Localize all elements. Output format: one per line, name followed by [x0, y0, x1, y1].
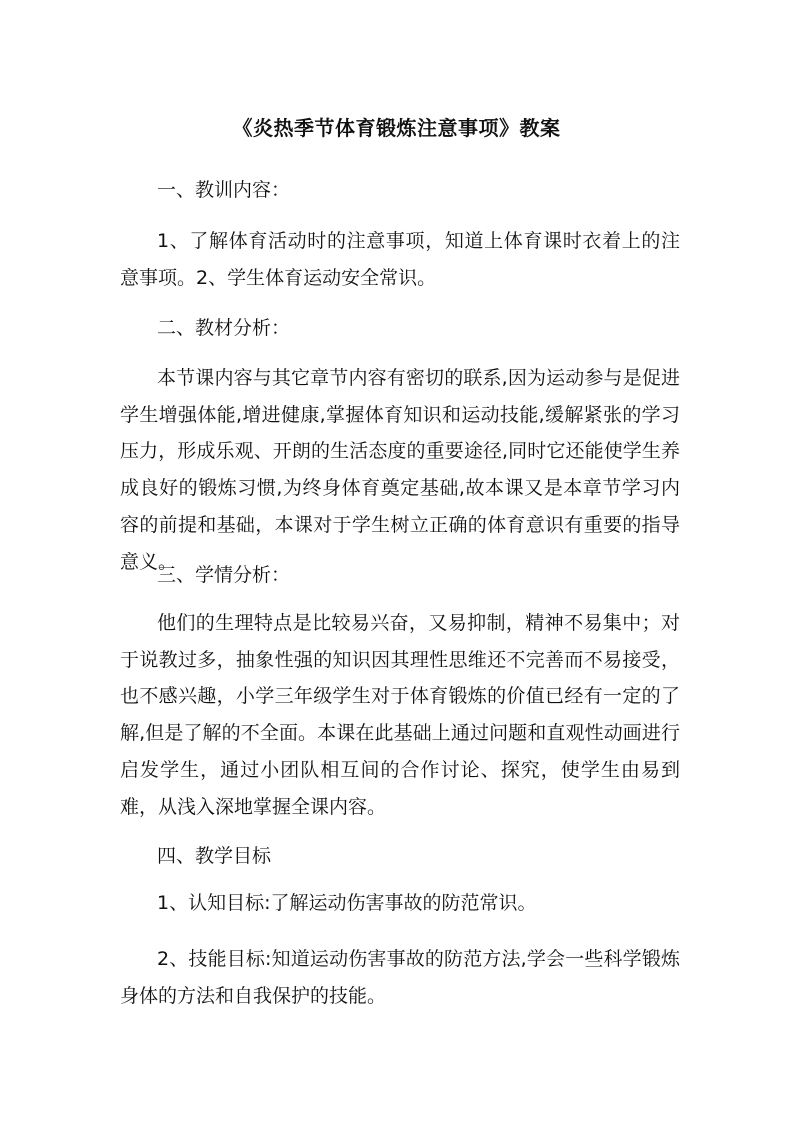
document-title: 《炎热季节体育锻炼注意事项》教案 [232, 116, 561, 140]
section-heading-material-analysis: 二、教材分析： [157, 317, 291, 339]
section-heading-learner-analysis: 三、学情分析： [157, 564, 291, 586]
paragraph-material-analysis: 本节课内容与其它章节内容有密切的联系,因为运动参与是促进学生增强体能,增进健康,掌握体育知识和运动技能,缓解紧张的学习压力，形成乐观、开朗的生活态度的重要途径,同时它还能使学生养成良好的锻炼习惯,为终身体育奠定基础,故本课又是本章节学习内容的前提和基础，本课对于学生树立正确的体育意识有重要的指导意义。 [120, 367, 680, 573]
goal-cognitive: 1、认知目标:了解运动伤害事故的防范常识。 [157, 892, 537, 914]
paragraph-learner-analysis: 他们的生理特点是比较易兴奋，又易抑制，精神不易集中；对于说教过多，抽象性强的知识因其理性思维还不完善而不易接受，也不感兴趣，小学三年级学生对于体育锻炼的价值已经有一定的了解,但是了解的不全面。本课在此基础上通过问题和直观性动画进行启发学生，通过小团队相互间的合作讨论、探究，使学生由易到难，从浅入深地掌握全课内容。 [120, 612, 680, 818]
section-heading-content: 一、教训内容： [157, 179, 291, 201]
goal-skill: 2、技能目标:知道运动伤害事故的防范方法,学会一些科学锻炼身体的方法和自我保护的技能。 [120, 948, 680, 1007]
paragraph-content: 1、了解体育活动时的注意事项，知道上体育课时衣着上的注意事项。2、学生体育运动安全常识。 [120, 230, 680, 289]
section-heading-teaching-goals: 四、教学目标 [157, 845, 272, 867]
